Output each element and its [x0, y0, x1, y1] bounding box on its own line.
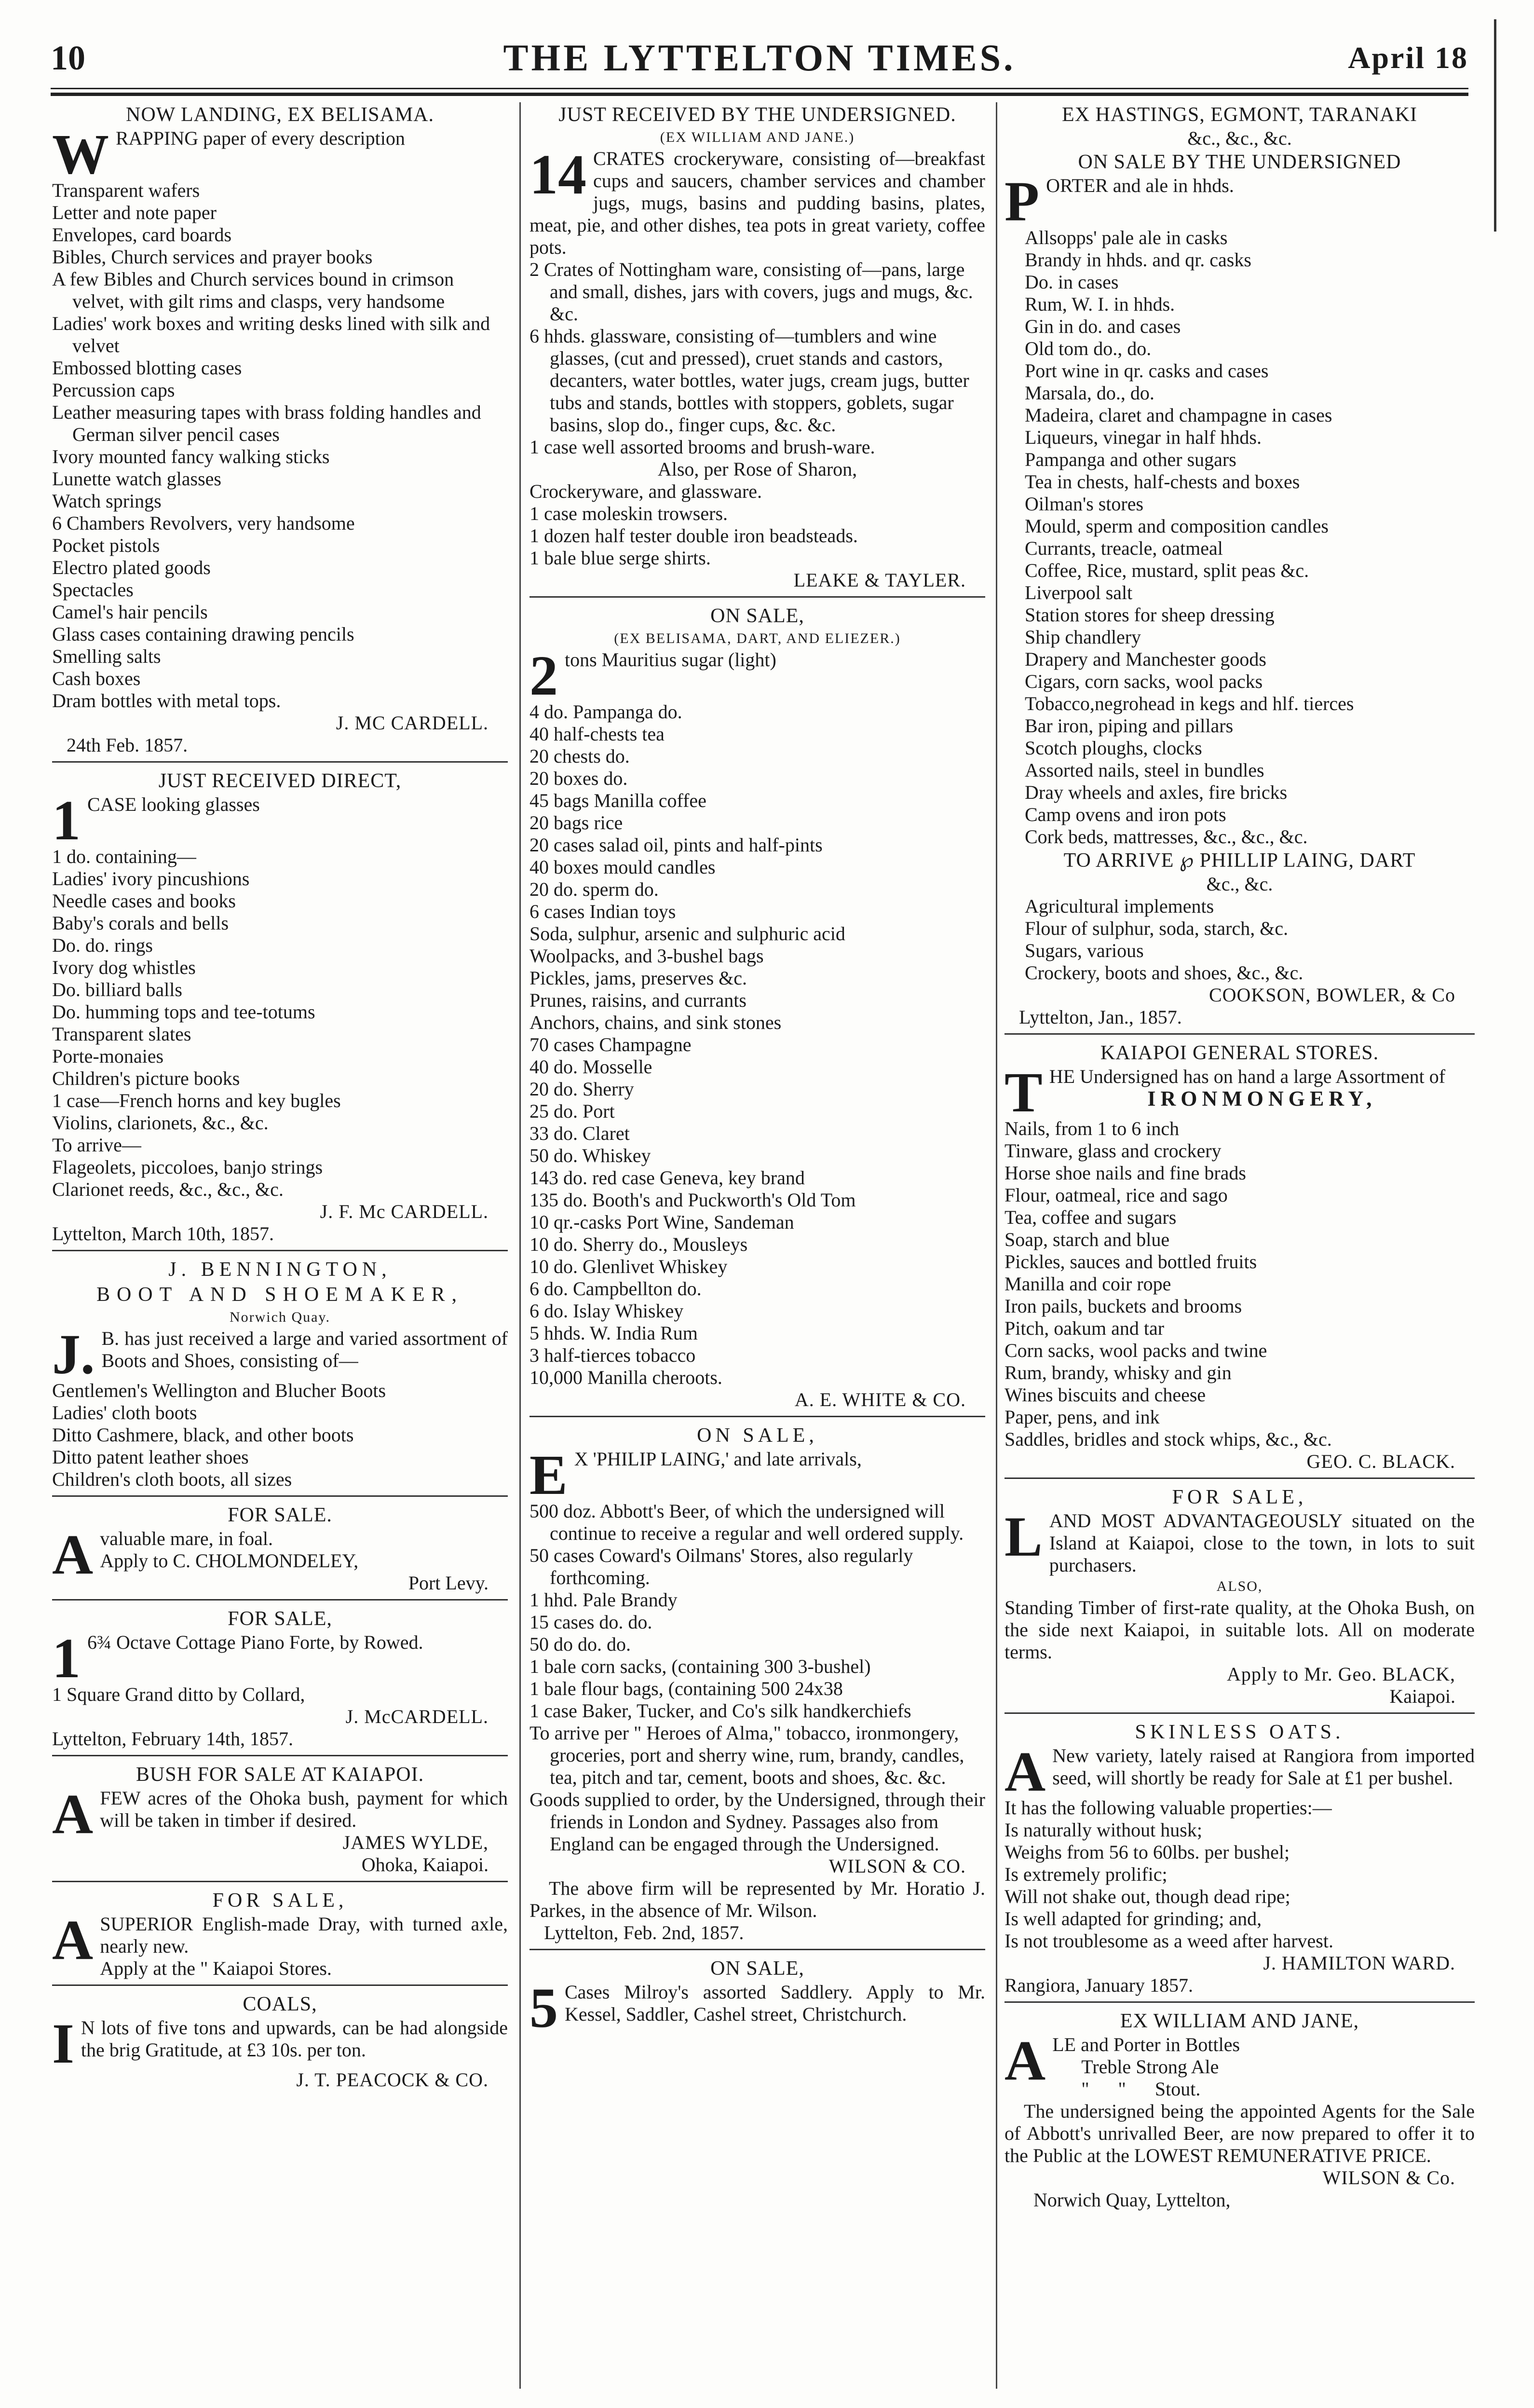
list-item: Tobacco,negrohead in kegs and hlf. tierces: [1025, 693, 1354, 714]
page-edge-line: [1494, 19, 1496, 232]
list-item: Sugars, various: [1025, 940, 1144, 961]
advert-note: The above firm will be represented by Mr. Horatio J. Parkes, in the absence of Mr. Wilson.: [529, 1877, 985, 1921]
list-item: Pampanga and other sugars: [1025, 449, 1236, 470]
list-item: 10 qr.-casks Port Wine, Sandeman: [529, 1211, 794, 1233]
list-item: Do. billiard balls: [52, 979, 182, 1000]
list-item: To arrive per " Heroes of Alma," tobacco, ironmongery, groceries, port and sherry wine, rum, brandy, candles, tea, pitch and tar, cement, boots and shoes, &c. &c.: [529, 1722, 964, 1788]
lead-text: valuable mare, in foal.: [100, 1528, 273, 1549]
advert-signature: COOKSON, BOWLER, & Co: [1208, 984, 1455, 1006]
advert-title: FOR SALE,: [228, 1608, 332, 1630]
item-list: [529, 1500, 985, 1855]
list-item: Cash boxes: [52, 668, 141, 689]
list-item: Gentlemen's Wellington and Blucher Boots: [52, 1380, 386, 1401]
list-item: Is extremely prolific;: [1005, 1863, 1167, 1885]
advert-signature: LEAKE & TAYLER.: [793, 569, 966, 591]
list-item: Marsala, do., do.: [1025, 382, 1154, 404]
item-list: [529, 701, 985, 1389]
list-item: Wines biscuits and cheese: [1005, 1384, 1206, 1406]
list-item: Anchors, chains, and sink stones: [529, 1012, 782, 1033]
lead-text: CASE looking glasses: [87, 794, 260, 815]
advert-for-sale-mare: [52, 1503, 508, 1594]
divider: [529, 1416, 985, 1417]
advert-title: JUST RECEIVED DIRECT,: [158, 770, 402, 792]
advert-signature: J. McCARDELL.: [345, 1706, 489, 1727]
list-item: 70 cases Champagne: [529, 1034, 692, 1055]
list-item: Brandy in hhds. and qr. casks: [1025, 249, 1251, 271]
list-item: Is not troublesome as a weed after harvest.: [1005, 1930, 1333, 1952]
advert-title: BUSH FOR SALE AT KAIAPOI.: [136, 1764, 424, 1786]
list-item: 40 boxes mould candles: [529, 856, 716, 878]
list-item: To arrive—: [52, 1134, 141, 1156]
divider: [52, 1881, 508, 1882]
advert-date: Lyttelton, Feb. 2nd, 1857.: [544, 1922, 744, 1943]
list-item: Bar iron, piping and pillars: [1025, 715, 1234, 737]
list-item: Soda, sulphur, arsenic and sulphuric acid: [529, 923, 845, 944]
advert-also: ALSO,: [1216, 1578, 1263, 1594]
advert-title: FOR SALE,: [212, 1889, 348, 1912]
divider: [1005, 1712, 1475, 1714]
advert-subtitle: (EX BELISAMA, DART, AND ELIEZER.): [614, 630, 901, 646]
lead-text: tons Mauritius sugar (light): [565, 649, 776, 670]
advert-coals: [52, 1992, 508, 2091]
list-item: Iron pails, buckets and brooms: [1005, 1295, 1242, 1317]
list-item: Needle cases and books: [52, 890, 236, 912]
list-item: Pickles, jams, preserves &c.: [529, 967, 747, 989]
advert-date: Lyttelton, Jan., 1857.: [1019, 1006, 1182, 1028]
list-item: 50 do. Whiskey: [529, 1145, 651, 1166]
issue-date: April 18: [1348, 41, 1468, 75]
apply-line: Apply to C. CHOLMONDELEY,: [100, 1550, 359, 1572]
divider: [52, 1984, 508, 1986]
list-item: Tea in chests, half-chests and boxes: [1025, 471, 1300, 493]
lead-text: Cases Milroy's assorted Saddlery. Apply to Mr. Kessel, Saddler, Cashel street, Christchurch.: [565, 1981, 985, 2025]
list-item: Station stores for sheep dressing: [1025, 604, 1275, 626]
list-item: Ship chandlery: [1025, 626, 1141, 648]
list-item: 3 half-tierces tobacco: [529, 1344, 696, 1366]
list-item: Embossed blotting cases: [52, 357, 242, 379]
advert-signature: WILSON & CO.: [828, 1855, 966, 1877]
list-item: Envelopes, card boards: [52, 224, 232, 246]
drop-cap: J.: [52, 1323, 95, 1386]
list-item: 6 hhds. glassware, consisting of—tumblers and wine glasses, (cut and pressed), cruet stands and castors, decanters, water bottles, water jugs, cream jugs, butter tubs and stands, bottles with stoppers, goblets, sugar basins, slop do., finger cups, &c. &c.: [529, 325, 969, 436]
list-item: 6 cases Indian toys: [529, 901, 676, 922]
advert-signature: GEO. C. BLACK.: [1306, 1450, 1455, 1472]
list-item: Old tom do., do.: [1025, 338, 1152, 359]
divider: [529, 596, 985, 598]
advert-line: " " Stout.: [1081, 2078, 1201, 2100]
newspaper-title: THE LYTTELTON TIMES.: [503, 37, 1016, 79]
advert-title: NOW LANDING, EX BELISAMA.: [125, 104, 434, 126]
drop-cap: L: [1005, 1505, 1043, 1568]
drop-cap: T: [1005, 1061, 1043, 1124]
advert-wilson: [529, 1423, 985, 1944]
list-item: 1 bale flour bags, (containing 500 24x38: [529, 1678, 843, 1699]
advert-title: FOR SALE,: [1172, 1486, 1307, 1508]
list-item: Spectacles: [52, 579, 134, 601]
list-item: Cigars, corn sacks, wool packs: [1025, 670, 1263, 692]
drop-cap: 2: [529, 644, 558, 707]
list-item: Is naturally without husk;: [1005, 1819, 1202, 1841]
list-item: 50 cases Coward's Oilmans' Stores, also regularly forthcoming.: [529, 1545, 913, 1588]
advert-bennington: [52, 1257, 508, 1491]
item-list: [1005, 895, 1475, 984]
advert-title: KAIAPOI GENERAL STORES.: [1100, 1042, 1379, 1064]
list-item: 25 do. Port: [529, 1100, 615, 1122]
divider: [52, 1755, 508, 1756]
masthead: [51, 34, 1468, 87]
advert-place: Ohoka, Kaiapoi.: [361, 1854, 489, 1875]
lead-text: X 'PHILIP LAING,' and late arrivals,: [574, 1448, 862, 1470]
list-item: Woolpacks, and 3-bushel bags: [529, 945, 764, 967]
list-item: Pickles, sauces and bottled fruits: [1005, 1251, 1257, 1272]
lead-text: ORTER and ale in hhds.: [1046, 175, 1234, 196]
list-item: 20 chests do.: [529, 745, 630, 767]
list-item: Pocket pistols: [52, 534, 160, 556]
list-item: Camel's hair pencils: [52, 601, 208, 623]
column-divider: [996, 102, 997, 2389]
list-item: Agricultural implements: [1025, 895, 1214, 917]
advert-leake-tayler: [529, 102, 985, 591]
divider: [529, 1949, 985, 1950]
list-item: Transparent slates: [52, 1023, 191, 1045]
list-item: 40 do. Mosselle: [529, 1056, 652, 1078]
list-item: Coffee, Rice, mustard, split peas &c.: [1025, 560, 1309, 581]
list-item: Flour of sulphur, soda, starch, &c.: [1025, 917, 1289, 939]
advert-date: Rangiora, January 1857.: [1005, 1974, 1194, 1996]
lead-text: LE and Porter in Bottles: [1052, 2034, 1240, 2055]
list-item: Port wine in qr. casks and cases: [1025, 360, 1269, 382]
lead-text: FEW acres of the Ohoka bush, payment for which will be taken in timber if desired.: [100, 1787, 508, 1831]
advert-place: Kaiapoi.: [1389, 1685, 1455, 1707]
masthead-rule-thin: [51, 88, 1468, 89]
advert-line: Apply at the " Kaiapoi Stores.: [100, 1957, 332, 1979]
advert-signature: J. F. Mc CARDELL.: [320, 1201, 489, 1222]
advert-title-2: ON SALE BY THE UNDERSIGNED: [1078, 151, 1401, 173]
divider: [52, 1599, 508, 1601]
item-list: [1005, 1797, 1475, 1952]
advert-signature: Apply to Mr. Geo. BLACK,: [1227, 1663, 1455, 1685]
list-item: Prunes, raisins, and currants: [529, 989, 747, 1011]
list-item: 1 do. containing—: [52, 846, 196, 867]
list-item: 10 do. Glenlivet Whiskey: [529, 1256, 728, 1277]
advert-title: FOR SALE.: [228, 1504, 332, 1526]
page-number: 10: [51, 39, 85, 77]
advert-place: Port Levy.: [408, 1572, 489, 1594]
list-item: 6 Chambers Revolvers, very handsome: [52, 512, 355, 534]
list-item: Horse shoe nails and fine brads: [1005, 1162, 1246, 1184]
list-item: Ladies' work boxes and writing desks lined with silk and velvet: [52, 313, 490, 356]
list-item: Clarionet reeds, &c., &c., &c.: [52, 1178, 284, 1200]
column-2: [529, 102, 985, 2389]
list-item: Allsopps' pale ale in casks: [1025, 227, 1228, 248]
list-item: 1 case—French horns and key bugles: [52, 1090, 341, 1111]
list-item: Children's cloth boots, all sizes: [52, 1468, 292, 1490]
advert-title: ON SALE,: [697, 1424, 818, 1447]
advert-for-sale-dray: [52, 1888, 508, 1980]
list-item: Paper, pens, and ink: [1005, 1406, 1160, 1428]
list-item: Do. do. rings: [52, 934, 153, 956]
item-list: [529, 480, 985, 569]
list-item: Oilman's stores: [1025, 493, 1144, 515]
list-item: Manilla and coir rope: [1005, 1273, 1171, 1295]
list-item: Percussion caps: [52, 379, 175, 401]
lead-text: AND MOST ADVANTAGEOUSLY situated on the Island at Kaiapoi, close to the town, in lots to suit purchasers.: [1049, 1510, 1475, 1576]
drop-cap: 5: [529, 1976, 558, 2039]
advert-land-for-sale: [1005, 1485, 1475, 1708]
list-item: Baby's corals and bells: [52, 912, 229, 934]
list-item: Is well adapted for grinding; and,: [1005, 1908, 1262, 1929]
list-item: Madeira, claret and champagne in cases: [1025, 404, 1332, 426]
list-item: Soap, starch and blue: [1005, 1229, 1170, 1250]
list-item: Letter and note paper: [52, 202, 217, 223]
list-item: It has the following valuable properties:—: [1005, 1797, 1332, 1819]
list-item: 1 bale corn sacks, (containing 300 3-bushel): [529, 1656, 871, 1677]
list-item: 33 do. Claret: [529, 1122, 630, 1144]
advert-name: J. BENNINGTON,: [168, 1259, 392, 1281]
list-item: Lunette watch glasses: [52, 468, 221, 490]
list-item: Nails, from 1 to 6 inch: [1005, 1118, 1180, 1139]
column-divider: [519, 102, 521, 2389]
advert-trade: BOOT AND SHOEMAKER,: [96, 1284, 464, 1306]
advert-signature: WILSON & Co.: [1322, 2167, 1455, 2189]
advert-lead: [52, 123, 508, 186]
advert-title: EX WILLIAM AND JANE,: [1120, 2010, 1359, 2032]
list-item: Tinware, glass and crockery: [1005, 1140, 1222, 1162]
advert-title: EX HASTINGS, EGMONT, TARANAKI: [1062, 104, 1417, 126]
drop-cap: A: [1005, 1740, 1046, 1803]
list-item: Saddles, bridles and stock whips, &c., &c.: [1005, 1428, 1332, 1450]
list-item: 135 do. Booth's and Puckworth's Old Tom: [529, 1189, 856, 1211]
list-item: Liverpool salt: [1025, 582, 1133, 603]
list-item: 2 Crates of Nottingham ware, consisting of—pans, large and small, dishes, jars with covers, jugs and mugs, &c. &c.: [529, 259, 973, 325]
advert-date: Lyttelton, February 14th, 1857.: [52, 1728, 293, 1750]
list-item: Liqueurs, vinegar in half hhds.: [1025, 426, 1262, 448]
list-item: Smelling salts: [52, 645, 161, 667]
list-item: Rum, W. I. in hhds.: [1025, 293, 1175, 315]
list-item: Ivory mounted fancy walking sticks: [52, 446, 330, 467]
advert-line: Treble Strong Ale: [1081, 2056, 1219, 2078]
drop-cap: 1: [52, 789, 81, 852]
advert-saddlery: [529, 1956, 985, 2039]
list-item: 143 do. red case Geneva, key brand: [529, 1167, 805, 1189]
drop-cap: A: [1005, 2029, 1046, 2092]
list-item: Ditto patent leather shoes: [52, 1446, 249, 1468]
list-item: Pitch, oakum and tar: [1005, 1317, 1165, 1339]
divider: [52, 1495, 508, 1497]
list-item: Weighs from 56 to 60lbs. per bushel;: [1005, 1841, 1290, 1863]
list-item: 1 case Baker, Tucker, and Co's silk handkerchiefs: [529, 1700, 911, 1722]
list-item: Crockery, boots and shoes, &c., &c.: [1025, 962, 1303, 984]
advert-date: 24th Feb. 1857.: [67, 734, 188, 756]
advert-title: ON SALE,: [710, 1957, 804, 1980]
advert-place: Norwich Quay, Lyttelton,: [1033, 2189, 1231, 2211]
list-item: Will not shake out, though dead ripe;: [1005, 1886, 1290, 1907]
divider: [1005, 1033, 1475, 1035]
list-item: Do. in cases: [1025, 271, 1119, 293]
drop-cap: A: [52, 1908, 94, 1971]
item-list: [52, 1380, 508, 1491]
column-1: [52, 102, 508, 2389]
list-item: 20 cases salad oil, pints and half-pints: [529, 834, 823, 856]
list-item: 45 bags Manilla coffee: [529, 790, 706, 811]
list-item: Ditto Cashmere, black, and other boots: [52, 1424, 354, 1446]
list-item: Ladies' cloth boots: [52, 1402, 197, 1423]
list-item: Goods supplied to order, by the Undersigned, through their friends in London and Sydney. Passages also from England can be engaged through the Undersigned.: [529, 1789, 985, 1855]
lead-text: RAPPING paper of every description: [116, 127, 405, 149]
list-item: Drapery and Manchester goods: [1025, 648, 1266, 670]
list-item: Porte-monaies: [52, 1045, 164, 1067]
list-item: Scotch ploughs, clocks: [1025, 737, 1202, 759]
advert-skinless-oats: [1005, 1720, 1475, 1997]
advert-subtitle: (EX WILLIAM AND JANE.): [660, 129, 855, 145]
list-item: Electro plated goods: [52, 557, 211, 578]
lead-text: 6¾ Octave Cottage Piano Forte, by Rowed.: [87, 1631, 423, 1653]
lead-text: CRATES crockeryware, consisting of—breakfast cups and saucers, chamber services and chamber jugs, mugs, basins and pudding basins, plates, meat, pie, and other dishes, tea pots in great variety, coffee pots.: [529, 148, 985, 258]
masthead-rule-thick: [51, 93, 1468, 96]
advert-signature: J. T. PEACOCK & CO.: [296, 2069, 489, 2091]
advert-ae-white: [529, 603, 985, 1411]
list-item: 40 half-chests tea: [529, 723, 665, 745]
list-item: 6 do. Campbellton do.: [529, 1278, 702, 1300]
drop-cap: 14: [529, 143, 586, 206]
list-item: Dram bottles with metal tops.: [52, 690, 281, 711]
advert-signature: A. E. WHITE & CO.: [794, 1389, 966, 1410]
drop-cap: A: [52, 1782, 94, 1846]
list-item: Assorted nails, steel in bundles: [1025, 759, 1264, 781]
drop-cap: W: [52, 123, 109, 186]
list-item: Violins, clarionets, &c., &c.: [52, 1112, 269, 1134]
list-item: Glass cases containing drawing pencils: [52, 623, 354, 645]
list-item: Tea, coffee and sugars: [1005, 1206, 1177, 1228]
drop-cap: E: [529, 1443, 568, 1506]
list-item: 500 doz. Abbott's Beer, of which the undersigned will continue to receive a regular and well ordered supply.: [529, 1500, 964, 1544]
lead-text: N lots of five tons and upwards, can be had alongside the brig Gratitude, at £3 10s. per ton.: [81, 2017, 508, 2061]
advert-title: SKINLESS OATS.: [1135, 1721, 1344, 1743]
list-item: Gin in do. and cases: [1025, 315, 1181, 337]
list-item: Rum, brandy, whisky and gin: [1005, 1362, 1232, 1383]
item-list: [1005, 227, 1475, 848]
list-item: Flageolets, piccoloes, banjo strings: [52, 1156, 323, 1178]
list-item: 4 do. Pampanga do.: [529, 701, 682, 723]
advert-line: Standing Timber of first-rate quality, at the Ohoka Bush, on the side next Kaiapoi, in suitable lots. All on moderate terms.: [1005, 1597, 1475, 1663]
list-item: 20 boxes do.: [529, 767, 628, 789]
list-item: 20 do. sperm do.: [529, 878, 659, 900]
list-item: 10,000 Manilla cheroots.: [529, 1367, 722, 1388]
list-item: Ladies' ivory pincushions: [52, 868, 250, 889]
list-item: 5 hhds. W. India Rum: [529, 1322, 698, 1344]
advert-signature: J. HAMILTON WARD.: [1263, 1952, 1455, 1974]
list-item: 1 case moleskin trowsers.: [529, 503, 728, 524]
advert-ale-porter: [1005, 2009, 1475, 2211]
advert-just-received-direct: [52, 768, 508, 1245]
list-item: 20 do. Sherry: [529, 1078, 634, 1100]
advert-title: JUST RECEIVED BY THE UNDERSIGNED.: [558, 104, 956, 126]
list-item: 15 cases do. do.: [529, 1611, 652, 1633]
advert-arrive-sub: &c., &c.: [1206, 873, 1273, 895]
advert-arrive: TO ARRIVE ℘ PHILLIP LAING, DART: [1063, 849, 1416, 872]
list-item: 10 do. Sherry do., Mousleys: [529, 1233, 748, 1255]
drop-cap: P: [1005, 170, 1040, 233]
list-item: A few Bibles and Church services bound in crimson velvet, with gilt rims and clasps, very handsome: [52, 268, 454, 312]
list-item: 20 bags rice: [529, 812, 623, 834]
advert-now-landing: [52, 102, 508, 756]
advert-place: Norwich Quay.: [229, 1309, 330, 1325]
item-list: [1005, 1118, 1475, 1450]
list-item: Watch springs: [52, 490, 162, 512]
list-item: 1 dozen half tester double iron beadsteads.: [529, 525, 858, 547]
list-item: Leather measuring tapes with brass folding handles and German silver pencil cases: [52, 401, 481, 445]
list-item: Ivory dog whistles: [52, 957, 196, 978]
item-list: [529, 259, 985, 458]
advert-signature: JAMES WYLDE,: [342, 1832, 489, 1853]
list-item: Transparent wafers: [52, 179, 200, 201]
list-item: Corn sacks, wool packs and twine: [1005, 1340, 1267, 1361]
list-item: Cork beds, mattresses, &c., &c., &c.: [1025, 826, 1308, 848]
advert-note: The undersigned being the appointed Agents for the Sale of Abbott's unrivalled Beer, are now prepared to offer it to the Public at the LOWEST REMUNERATIVE PRICE.: [1005, 2100, 1475, 2166]
drop-cap: 1: [52, 1627, 81, 1690]
list-item: Bibles, Church services and prayer books: [52, 246, 373, 268]
list-item: Children's picture books: [52, 1067, 240, 1089]
list-item: Mould, sperm and composition candles: [1025, 515, 1329, 537]
list-item: 6 do. Islay Whiskey: [529, 1300, 684, 1322]
list-item: Do. humming tops and tee-totums: [52, 1001, 315, 1023]
advert-also: Also, per Rose of Sharon,: [657, 458, 857, 480]
lead-text: B. has just received a large and varied assortment of Boots and Shoes, consisting of—: [101, 1327, 508, 1371]
list-item: Flour, oatmeal, rice and sago: [1005, 1184, 1228, 1206]
list-item: Currants, treacle, oatmeal: [1025, 537, 1223, 559]
advert-title: ON SALE,: [710, 605, 804, 627]
divider: [1005, 1478, 1475, 1479]
list-item: Camp ovens and iron pots: [1025, 804, 1226, 825]
lead-text: HE Undersigned has on hand a large Assortment of: [1049, 1066, 1446, 1087]
column-3: [1005, 102, 1475, 2389]
lead-text: SUPERIOR English-made Dray, with turned axle, nearly new.: [100, 1913, 508, 1957]
list-item: 1 bale blue serge shirts.: [529, 547, 711, 569]
advert-cookson-bowler: [1005, 102, 1475, 1028]
divider: [52, 761, 508, 763]
drop-cap: A: [52, 1523, 94, 1586]
lead-text: New variety, lately raised at Rangiora from imported seed, will shortly be ready for Sale at £1 per bushel.: [1052, 1745, 1475, 1789]
list-item: 1 hhd. Pale Brandy: [529, 1589, 678, 1611]
advert-kaiapoi-stores: [1005, 1040, 1475, 1473]
list-item: Dray wheels and axles, fire bricks: [1025, 781, 1288, 803]
drop-cap: I: [52, 2012, 74, 2075]
advert-signature: J. MC CARDELL.: [336, 712, 489, 734]
list-item: 50 do do. do.: [529, 1633, 631, 1655]
advert-line: 1 Square Grand ditto by Collard,: [52, 1683, 305, 1705]
item-list: [52, 179, 508, 712]
advert-bush-for-sale: [52, 1762, 508, 1876]
item-list: [52, 846, 508, 1201]
list-item: Crockeryware, and glassware.: [529, 480, 762, 502]
list-item: 1 case well assorted brooms and brush-ware.: [529, 436, 875, 458]
divider: [1005, 2001, 1475, 2003]
advert-title: COALS,: [243, 1993, 317, 2015]
advert-date: Lyttelton, March 10th, 1857.: [52, 1223, 274, 1245]
divider: [52, 1250, 508, 1251]
advert-heading: IRONMONGERY,: [1147, 1087, 1377, 1110]
advert-subtitle: &c., &c., &c.: [1187, 127, 1292, 149]
advert-for-sale-piano: [52, 1606, 508, 1750]
